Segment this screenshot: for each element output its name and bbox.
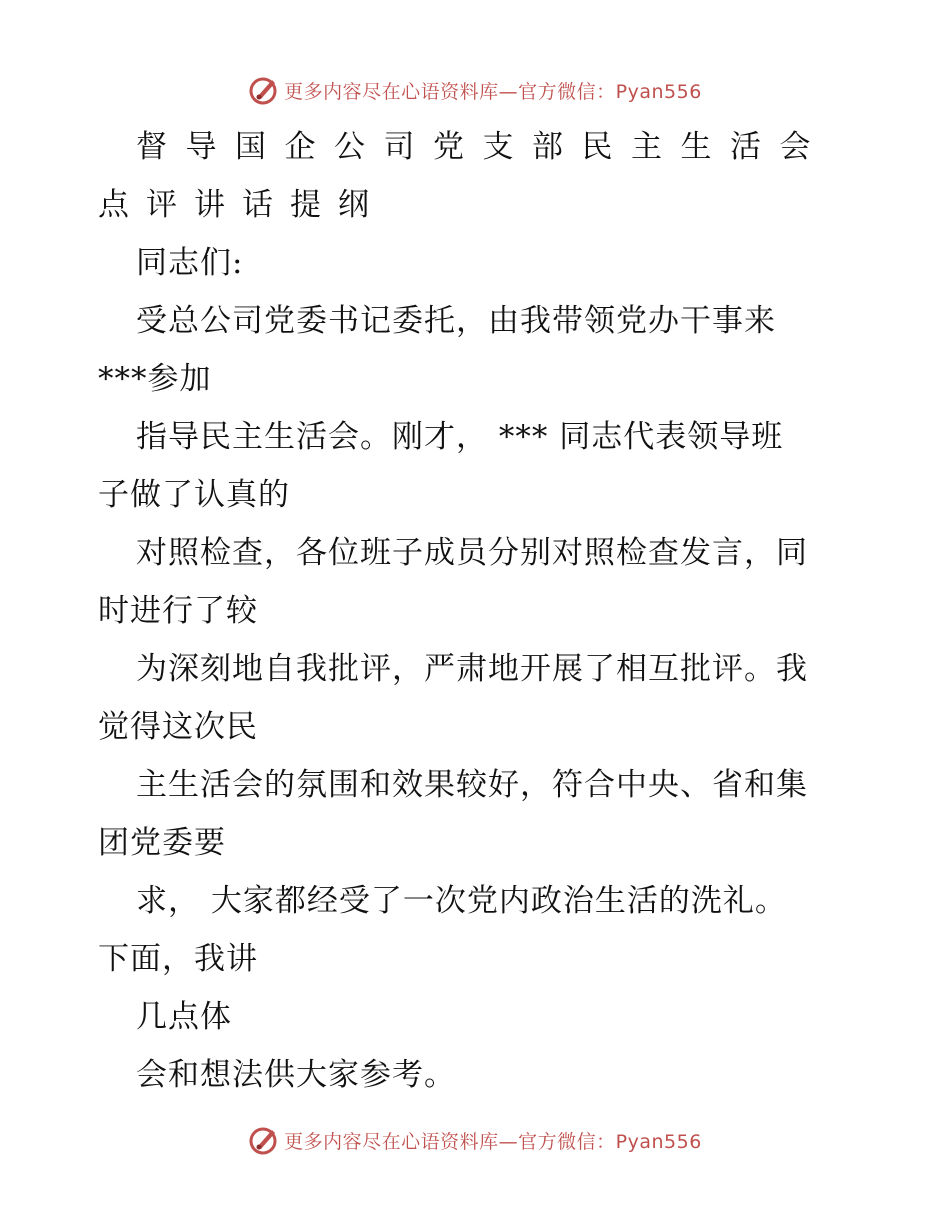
paragraph-line: 几点体: [136, 999, 232, 1035]
paragraph-line: ***参加: [98, 361, 212, 397]
document-body: [98, 118, 858, 1104]
brush-logo-icon: [248, 1124, 280, 1156]
document-title-line2: 点评讲话提纲: [98, 187, 386, 223]
document-title-line1: 督导国企公司党支部民主生活会: [136, 129, 829, 165]
paragraph-line: 求， 大家都经受了一次党内政治生活的洗礼。: [136, 883, 787, 919]
paragraph-line: 主生活会的氛围和效果较好，符合中央、省和集: [136, 767, 808, 803]
watermark-text: 更多内容尽在心语资料库—官方微信：Pyan556: [284, 80, 702, 103]
watermark-header: [0, 70, 950, 110]
paragraph-line: 觉得这次民: [98, 709, 258, 745]
brush-logo-icon: [248, 74, 280, 106]
paragraph-line: 子做了认真的: [98, 477, 290, 513]
paragraph-line: 为深刻地自我批评，严肃地开展了相互批评。我: [136, 651, 808, 687]
salutation: 同志们:: [136, 245, 244, 281]
paragraph-line: 会和想法供大家参考。: [136, 1057, 456, 1093]
paragraph-line: 受总公司党委书记委托，由我带领党办干事来: [136, 303, 776, 339]
paragraph-line: 团党委要: [98, 825, 226, 861]
paragraph-line: 下面，我讲: [98, 941, 258, 977]
paragraph-line: 指导民主生活会。刚才， *** 同志代表领导班: [136, 419, 784, 455]
watermark-footer: [0, 1120, 950, 1160]
paragraph-line: 对照检查，各位班子成员分别对照检查发言，同: [136, 535, 808, 571]
watermark-text: 更多内容尽在心语资料库—官方微信：Pyan556: [284, 1130, 702, 1153]
paragraph-line: 时进行了较: [98, 593, 258, 629]
